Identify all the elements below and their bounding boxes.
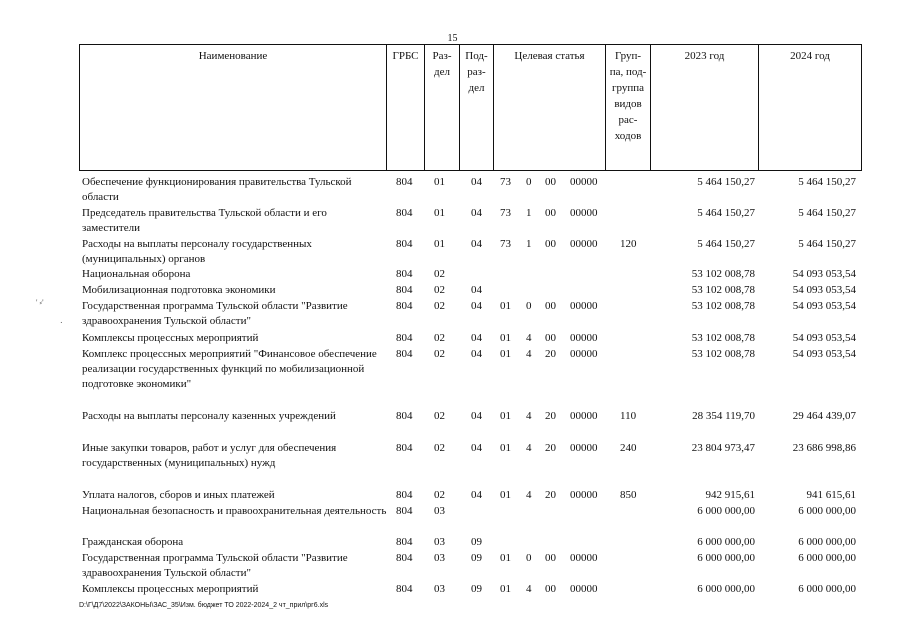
cell-razd: 03	[434, 583, 445, 595]
cell-grbs: 804	[396, 410, 413, 422]
cell-p3: 20	[545, 489, 556, 501]
cell-v24: 54 093 053,54	[792, 284, 856, 296]
cell-p3: 20	[545, 410, 556, 422]
cell-podr: 04	[471, 207, 482, 219]
file-path-footer: D:\Г\Д7\2022\ЗАКОНЫ\ЗАС_35\Изм. бюджет ТО 2022-2024_2 чт_прил\рг6.xls	[79, 602, 329, 609]
cell-p2: 4	[526, 410, 532, 422]
cell-p1: 73	[500, 207, 511, 219]
cell-razd: 02	[434, 442, 445, 454]
cell-name: Государственная программа Тульской области "Развитие здравоохранения Тульской области"	[82, 552, 348, 579]
cell-v23: 53 102 008,78	[691, 348, 755, 360]
cell-razd: 02	[434, 348, 445, 360]
cell-podr: 04	[471, 176, 482, 188]
cell-p2: 4	[526, 489, 532, 501]
cell-p4: 00000	[570, 552, 598, 564]
cell-podr: 09	[471, 583, 482, 595]
cell-razd: 03	[434, 536, 445, 548]
cell-name: Комплексы процессных мероприятий	[82, 332, 259, 344]
cell-p1: 01	[500, 442, 511, 454]
cell-p3: 00	[545, 238, 556, 250]
cell-name: Председатель правительства Тульской области и его заместители	[82, 207, 327, 234]
cell-p3: 00	[545, 552, 556, 564]
cell-p3: 00	[545, 332, 556, 344]
cell-grbs: 804	[396, 442, 413, 454]
page-number: 15	[447, 33, 458, 44]
cell-v24: 941 615,61	[806, 489, 856, 501]
cell-v23: 53 102 008,78	[691, 284, 755, 296]
cell-name: Гражданская оборона	[82, 536, 184, 548]
cell-v23: 942 915,61	[705, 489, 755, 501]
cell-v24: 23 686 998,86	[792, 442, 856, 454]
cell-v24: 54 093 053,54	[792, 348, 856, 360]
header-grbs: ГРБС	[392, 50, 419, 62]
cell-p1: 01	[500, 348, 511, 360]
cell-v24: 29 464 439,07	[792, 410, 856, 422]
cell-name: Обеспечение функционирования правительства Тульской области	[82, 176, 352, 203]
cell-grbs: 804	[396, 505, 413, 517]
cell-v23: 6 000 000,00	[697, 536, 755, 548]
cell-v23: 23 804 973,47	[691, 442, 755, 454]
cell-p4: 00000	[570, 489, 598, 501]
cell-name: Мобилизационная подготовка экономики	[82, 284, 276, 296]
cell-razd: 02	[434, 410, 445, 422]
cell-grbs: 804	[396, 238, 413, 250]
cell-name: Уплата налогов, сборов и иных платежей	[82, 489, 275, 501]
cell-p4: 00000	[570, 410, 598, 422]
cell-name: Национальная безопасность и правоохранительная деятельность	[82, 505, 387, 517]
cell-p3: 00	[545, 207, 556, 219]
cell-grbs: 804	[396, 268, 413, 280]
cell-p4: 00000	[570, 583, 598, 595]
cell-razd: 02	[434, 300, 445, 312]
cell-p2: 0	[526, 176, 532, 188]
cell-name: Комплекс процессных мероприятий "Финансовое обеспечение реализации государственных функций по мобилизационной подготовке экономики"	[82, 348, 377, 390]
cell-grbs: 804	[396, 207, 413, 219]
cell-v24: 6 000 000,00	[798, 552, 856, 564]
cell-grbs: 804	[396, 284, 413, 296]
cell-v23: 28 354 119,70	[692, 410, 755, 422]
cell-grbs: 804	[396, 552, 413, 564]
cell-podr: 04	[471, 238, 482, 250]
cell-v24: 54 093 053,54	[792, 268, 856, 280]
header-group: Груп- па, под- группа видов рас- ходов	[609, 50, 647, 142]
cell-p2: 0	[526, 300, 532, 312]
header-razdel: Раз- дел	[432, 50, 452, 78]
cell-v24: 6 000 000,00	[798, 583, 856, 595]
cell-grbs: 804	[396, 536, 413, 548]
cell-v23: 53 102 008,78	[691, 268, 755, 280]
cell-razd: 01	[434, 207, 445, 219]
cell-podr: 04	[471, 300, 482, 312]
cell-p1: 01	[500, 583, 511, 595]
cell-v23: 6 000 000,00	[697, 583, 755, 595]
cell-podr: 04	[471, 442, 482, 454]
cell-v23: 6 000 000,00	[697, 505, 755, 517]
cell-p4: 00000	[570, 176, 598, 188]
cell-p1: 73	[500, 176, 511, 188]
margin-mark: ' ⸗'	[36, 298, 44, 307]
cell-v23: 53 102 008,78	[691, 300, 755, 312]
cell-grbs: 804	[396, 176, 413, 188]
cell-v24: 5 464 150,27	[798, 176, 856, 188]
cell-razd: 03	[434, 552, 445, 564]
cell-v24: 5 464 150,27	[798, 238, 856, 250]
cell-p1: 01	[500, 410, 511, 422]
header-target: Целевая статья	[514, 50, 585, 62]
cell-razd: 02	[434, 332, 445, 344]
cell-v23: 53 102 008,78	[691, 332, 755, 344]
cell-v24: 5 464 150,27	[798, 207, 856, 219]
header-podrazdel: Под- раз- дел	[465, 50, 488, 94]
margin-mark: ․	[60, 316, 63, 325]
cell-podr: 04	[471, 284, 482, 296]
header-2024: 2024 год	[790, 50, 830, 62]
cell-p4: 00000	[570, 300, 598, 312]
cell-podr: 04	[471, 332, 482, 344]
cell-p2: 4	[526, 442, 532, 454]
cell-v23: 5 464 150,27	[697, 238, 755, 250]
cell-p1: 01	[500, 332, 511, 344]
cell-p3: 20	[545, 348, 556, 360]
cell-grbs: 804	[396, 300, 413, 312]
cell-p4: 00000	[570, 238, 598, 250]
cell-p4: 00000	[570, 332, 598, 344]
cell-v23: 5 464 150,27	[697, 207, 755, 219]
cell-name: Комплексы процессных мероприятий	[82, 583, 259, 595]
cell-podr: 04	[471, 348, 482, 360]
cell-podr: 04	[471, 410, 482, 422]
header-2023: 2023 год	[684, 50, 725, 62]
cell-razd: 02	[434, 268, 445, 280]
cell-grbs: 804	[396, 332, 413, 344]
cell-razd: 03	[434, 505, 445, 517]
cell-v24: 6 000 000,00	[798, 505, 856, 517]
cell-name: Иные закупки товаров, работ и услуг для обеспечения государственных (муниципальных) нужд	[82, 442, 337, 469]
cell-grbs: 804	[396, 348, 413, 360]
cell-v24: 54 093 053,54	[792, 332, 856, 344]
cell-v24: 6 000 000,00	[798, 536, 856, 548]
cell-razd: 01	[434, 176, 445, 188]
cell-grbs: 804	[396, 489, 413, 501]
cell-name: Расходы на выплаты персоналу казенных учреждений	[82, 410, 336, 422]
cell-p2: 4	[526, 583, 532, 595]
cell-p3: 00	[545, 583, 556, 595]
cell-p1: 01	[500, 300, 511, 312]
cell-p4: 00000	[570, 348, 598, 360]
cell-p3: 00	[545, 176, 556, 188]
cell-p2: 4	[526, 348, 532, 360]
cell-grbs: 804	[396, 583, 413, 595]
cell-grp: 110	[620, 410, 637, 422]
cell-razd: 02	[434, 284, 445, 296]
cell-p1: 01	[500, 489, 511, 501]
cell-podr: 09	[471, 536, 482, 548]
cell-v23: 5 464 150,27	[697, 176, 755, 188]
cell-v24: 54 093 053,54	[792, 300, 856, 312]
cell-p2: 0	[526, 552, 532, 564]
cell-v23: 6 000 000,00	[697, 552, 755, 564]
cell-p2: 1	[526, 207, 532, 219]
cell-p4: 00000	[570, 207, 598, 219]
cell-p1: 01	[500, 552, 511, 564]
cell-podr: 04	[471, 489, 482, 501]
header-name: Наименование	[198, 50, 268, 62]
cell-p3: 20	[545, 442, 556, 454]
cell-grp: 240	[620, 442, 637, 454]
cell-name: Расходы на выплаты персоналу государственных (муниципальных) органов	[82, 238, 312, 265]
cell-razd: 02	[434, 489, 445, 501]
cell-name: Национальная оборона	[82, 268, 191, 280]
cell-name: Государственная программа Тульской области "Развитие здравоохранения Тульской области"	[82, 300, 348, 327]
cell-podr: 09	[471, 552, 482, 564]
cell-p2: 4	[526, 332, 532, 344]
cell-p1: 73	[500, 238, 511, 250]
cell-p2: 1	[526, 238, 532, 250]
cell-grp: 850	[620, 489, 637, 501]
cell-grp: 120	[620, 238, 637, 250]
cell-razd: 01	[434, 238, 445, 250]
cell-p4: 00000	[570, 442, 598, 454]
cell-p3: 00	[545, 300, 556, 312]
